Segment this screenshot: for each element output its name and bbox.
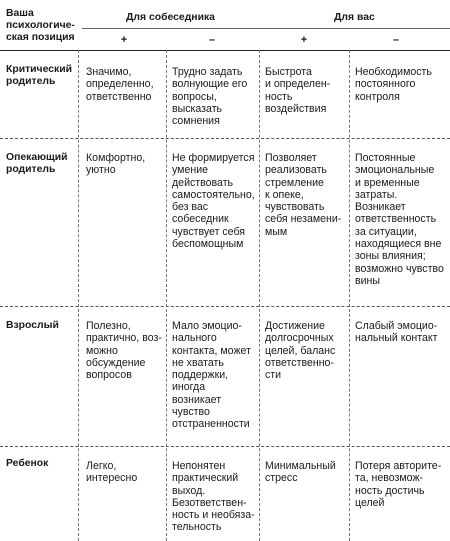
header-for-you: Для вас bbox=[334, 12, 375, 23]
header-you-plus: + bbox=[300, 34, 308, 46]
header-bottom-rule bbox=[0, 50, 450, 51]
header-partner-minus: – bbox=[208, 34, 216, 46]
row-role-label: Опекающий родитель bbox=[6, 152, 68, 175]
cell-you-plus: Позволяет реализовать стремление к опеке, чувствовать себя незамени- мым bbox=[265, 152, 342, 238]
cell-you-plus: Быстрота и определен- ность воздействия bbox=[265, 66, 331, 115]
cell-partner-plus: Полезно, практично, воз- можно обсуждение вопросов bbox=[86, 320, 162, 382]
cell-you-minus: Необходимость постоянного контроля bbox=[355, 66, 432, 103]
row-role-label: Ребенок bbox=[6, 458, 49, 469]
cell-partner-minus: Мало эмоцио- нального контакта, может не хватать поддержки, иногда возникает чувство отстраненности bbox=[172, 320, 251, 431]
row-divider bbox=[0, 138, 450, 139]
header-you-minus: – bbox=[392, 34, 400, 46]
header-partner-plus: + bbox=[120, 34, 128, 46]
row-role-label: Критический родитель bbox=[6, 64, 72, 87]
cell-you-minus: Постоянные эмоциональные и временные затраты. Возникает ответственность за ситуации, находящиеся вне зоны влияния; возможно чувство вины bbox=[355, 152, 444, 287]
cell-partner-plus: Значимо, определенно, ответственно bbox=[86, 66, 154, 103]
cell-you-minus: Потеря авторите- та, невозмож- ность достичь целей bbox=[355, 460, 442, 509]
cell-you-plus: Достижение долгосрочных целей, баланс ответственно- сти bbox=[265, 320, 336, 382]
cell-partner-plus: Комфортно, уютно bbox=[86, 152, 146, 177]
column-separator bbox=[349, 50, 350, 541]
column-separator bbox=[166, 50, 167, 541]
header-for-partner: Для собеседника bbox=[126, 12, 215, 23]
row-role-label: Взрослый bbox=[6, 320, 59, 331]
cell-partner-plus: Легко, интересно bbox=[86, 460, 138, 485]
row-divider bbox=[0, 446, 450, 447]
column-separator bbox=[78, 50, 79, 541]
cell-partner-minus: Непонятен практический выход. Безответствен- ность и необяза- тельность bbox=[172, 460, 255, 534]
cell-partner-minus: Трудно задать волнующие его вопросы, высказать сомнения bbox=[172, 66, 248, 128]
column-separator bbox=[259, 50, 260, 541]
row-divider bbox=[0, 306, 450, 307]
cell-you-minus: Слабый эмоцио- нальный контакт bbox=[355, 320, 438, 345]
header-position-label: Ваша психологиче- ская позиция bbox=[6, 8, 75, 43]
cell-partner-minus: Не формируется умение действовать самостоятельно, без вас собеседник чувствует себя беспомощным bbox=[172, 152, 255, 251]
header-divider bbox=[82, 28, 450, 29]
cell-you-plus: Минимальный стресс bbox=[265, 460, 336, 485]
